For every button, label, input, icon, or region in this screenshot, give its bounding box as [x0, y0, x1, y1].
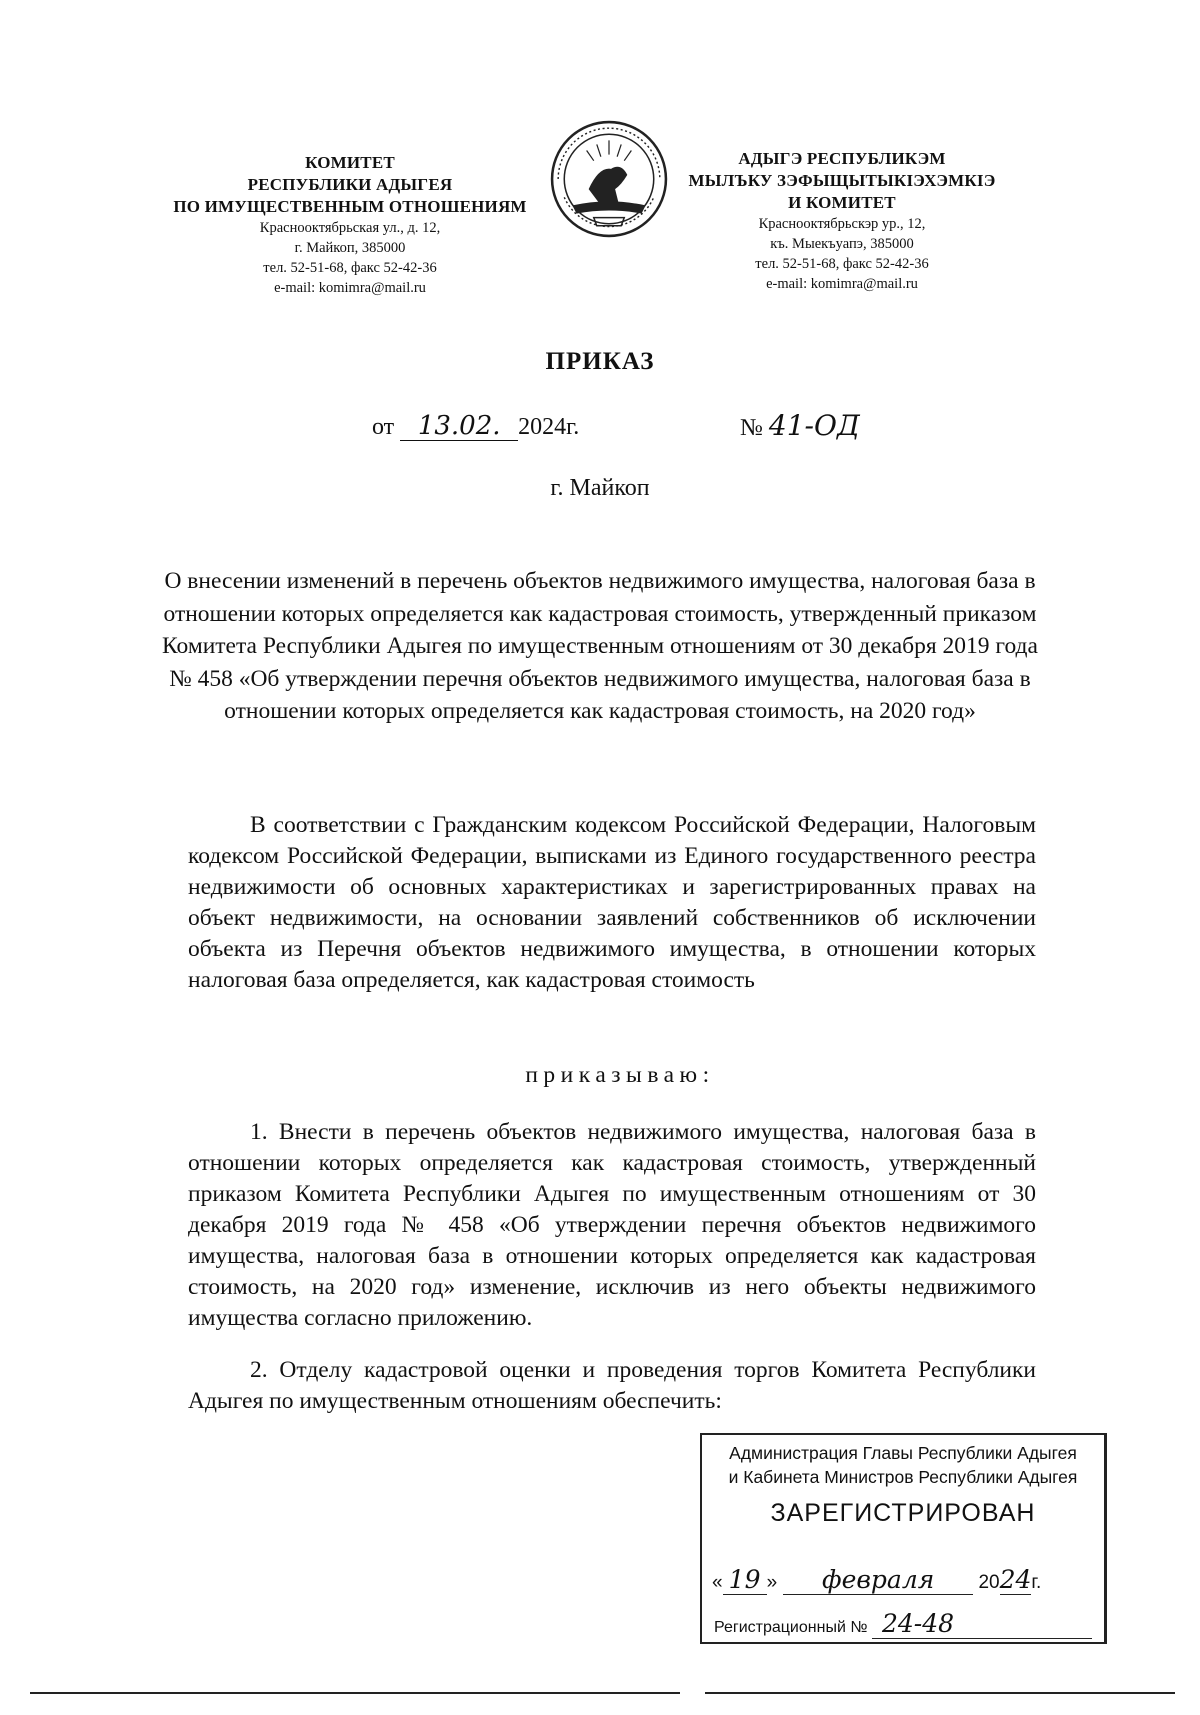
decree-word: приказываю: [525, 1062, 715, 1088]
header-left-phone: тел. 52-51-68, факс 52-42-36 [263, 260, 437, 276]
stamp-year-end: г. [1031, 1572, 1042, 1593]
document-title: ПРИКАЗ [545, 348, 655, 375]
header-right-phone: тел. 52-51-68, факс 52-42-36 [755, 256, 929, 272]
stamp-year-suffix: 24 [999, 1565, 1032, 1594]
document-item-1: 1. Внести в перечень объектов недвижимого имущества, налоговая база в отношении которых определяется как кадастровая стоимость, утвержденный приказом Комитета Республики Адыгея по имущественным отношениям от 30 декабря 2019 года № 458 «Об утверждении перечня объектов недвижимого имущества, налоговая база в отношении которых определяется как кадастровая стоимость, на 2020 год» изменение, исключив из него объекты недвижимого имущества согласно приложению. [188, 1119, 1036, 1331]
header-left-address2: г. Майкоп, 385000 [294, 240, 406, 256]
adygea-coat-of-arms-icon [548, 118, 670, 240]
number-handwritten: 41-ОД [768, 409, 860, 442]
date-handwritten: 13.02. [400, 412, 518, 441]
bottom-rule-right [705, 1692, 1175, 1694]
stamp-date [712, 1565, 1092, 1595]
stamp-day: 19 [723, 1565, 767, 1595]
stamp-regnum [714, 1609, 1094, 1639]
header-left-line3: ПО ИМУЩЕСТВЕННЫМ ОТНОШЕНИЯМ [173, 197, 527, 216]
header-right-address2: къ. Мыекъуапэ, 385000 [770, 236, 914, 252]
header-left-address1: Краснооктябрьская ул., д. 12, [259, 220, 441, 236]
header-left [150, 152, 550, 298]
number-prefix: № [740, 415, 763, 441]
document-item-2: 2. Отделу кадастровой оценки и проведения торгов Комитета Республики Адыгея по имущественным отношениям обеспечить: [188, 1357, 1036, 1414]
registration-stamp [700, 1433, 1107, 1644]
date-prefix: от [372, 414, 395, 440]
stamp-org-line2: и Кабинета Министров Республики Адыгея [728, 1467, 1078, 1487]
stamp-status: ЗАРЕГИСТРИРОВАН [770, 1499, 1036, 1527]
document-date [372, 412, 579, 441]
header-right-address1: Краснооктябрьскэр ур., 12, [758, 216, 926, 232]
header-right-email: e-mail: komimra@mail.ru [766, 276, 918, 292]
document-city: г. Майкоп [550, 475, 650, 501]
header-left-line1: КОМИТЕТ [305, 153, 395, 172]
date-suffix: 2024г. [518, 414, 580, 440]
document-number [740, 409, 881, 442]
header-right-line3: И КОМИТЕТ [788, 193, 896, 212]
stamp-org-line1: Администрация Главы Республики Адыгея [729, 1443, 1077, 1463]
stamp-month: февраля [783, 1565, 973, 1595]
stamp-day-close: » [766, 1572, 778, 1593]
bottom-rule [30, 1692, 680, 1694]
document-preamble: В соответствии с Гражданским кодексом Российской Федерации, Налоговым кодексом Российской Федерации, выписками из Единого государственного реестра недвижимости об основных характеристиках и зарегистрированных правах на объект недвижимости, на основании заявлений собственников об исключении объекта из Перечня объектов недвижимого имущества, в отношении которых налоговая база определяется, как кадастровая стоимость [188, 812, 1036, 993]
stamp-org [702, 1435, 1104, 1489]
document-subject: О внесении изменений в перечень объектов недвижимого имущества, налоговая база в отношении которых определяется как кадастровая стоимость, утвержденный приказом Комитета Республики Адыгея по имущественным отношениям от 30 декабря 2019 года № 458 «Об утверждении перечня объектов недвижимого имущества, налоговая база в отношении которых определяется как кадастровая стоимость, на 2020 год» [162, 568, 1038, 724]
header-left-email: e-mail: komimra@mail.ru [274, 280, 426, 296]
stamp-regnum-label: Регистрационный № [714, 1619, 868, 1636]
stamp-year-prefix: 20 [978, 1572, 1000, 1593]
header-right [672, 148, 1012, 294]
header-right-line2: МЫЛЪКУ ЗЭФЫЩЫТЫКІЭХЭМКІЭ [688, 171, 996, 190]
header-left-line2: РЕСПУБЛИКИ АДЫГЕЯ [247, 175, 453, 194]
stamp-day-open: « [712, 1572, 723, 1593]
header-right-line1: АДЫГЭ РЕСПУБЛИКЭМ [738, 149, 946, 168]
stamp-regnum-value: 24-48 [872, 1609, 1092, 1639]
